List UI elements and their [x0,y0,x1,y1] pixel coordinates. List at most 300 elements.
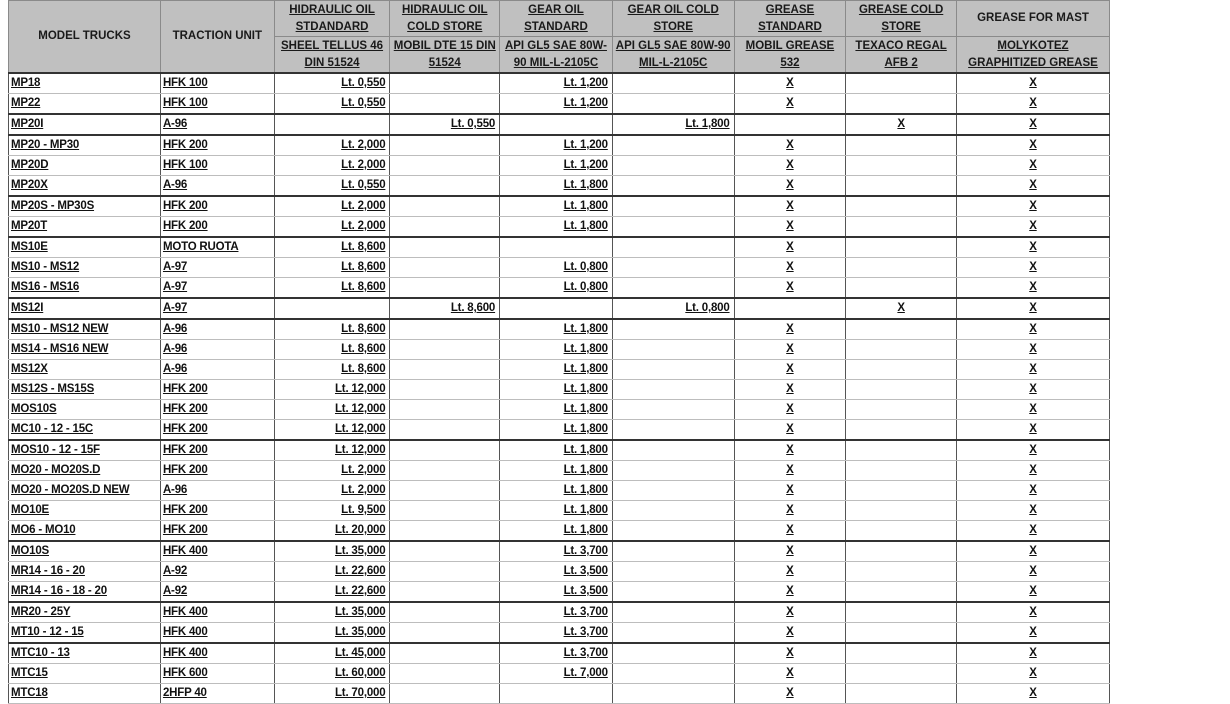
header-title: GEAR OIL STANDARD [524,3,588,33]
traction-unit-cell: A-92 [160,582,274,603]
header-title: GREASE STANDARD [758,3,822,33]
model-cell: MO10S [9,541,161,562]
traction-unit-cell: HFK 200 [160,217,274,238]
gear-oil-standard-cell: Lt. 1,800 [500,481,613,501]
gear-oil-standard-cell: Lt. 1,800 [500,196,613,217]
grease-for-mast-cell: X [956,623,1109,644]
hydraulic-oil-cold-store-cell [390,623,500,644]
table-row [9,114,1110,135]
table-row [9,481,1110,501]
table-row [9,664,1110,684]
hydraulic-oil-standard-cell: Lt. 2,000 [274,135,390,156]
gear-oil-standard-cell: Lt. 1,800 [500,501,613,521]
traction-unit-cell: A-97 [160,298,274,319]
hydraulic-oil-standard-cell: Lt. 2,000 [274,156,390,176]
grease-cold-store-cell [846,319,957,340]
grease-standard-cell: X [734,461,846,481]
model-cell: MR20 - 25Y [9,602,161,623]
header-hydraulic-oil-standard [274,1,390,37]
hydraulic-oil-standard-cell: Lt. 60,000 [274,664,390,684]
grease-cold-store-cell [846,258,957,278]
model-cell: MR14 - 16 - 20 [9,562,161,582]
header-gear-oil-standard [500,1,613,37]
header-traction-unit: TRACTION UNIT [160,1,274,74]
grease-standard-cell: X [734,278,846,299]
hydraulic-oil-standard-cell: Lt. 35,000 [274,602,390,623]
product-name: MOBIL GREASE 532 [745,39,835,69]
grease-for-mast-cell: X [956,440,1109,461]
grease-for-mast-cell: X [956,582,1109,603]
gear-oil-cold-store-cell [612,461,734,481]
hydraulic-oil-cold-store-cell [390,664,500,684]
gear-oil-standard-cell: Lt. 3,500 [500,562,613,582]
header-gear-oil-cold-store [612,1,734,37]
table-row [9,380,1110,400]
traction-unit-cell: HFK 200 [160,380,274,400]
gear-oil-cold-store-cell [612,278,734,299]
header-hydraulic-oil-cold-store [390,1,500,37]
hydraulic-oil-cold-store-cell [390,481,500,501]
table-row [9,237,1110,258]
grease-standard-cell: X [734,176,846,197]
traction-unit-cell: HFK 200 [160,196,274,217]
grease-standard-cell: X [734,664,846,684]
traction-unit-cell: HFK 400 [160,541,274,562]
grease-cold-store-cell [846,521,957,542]
gear-oil-standard-cell: Lt. 7,000 [500,664,613,684]
grease-standard-cell [734,298,846,319]
grease-cold-store-cell [846,360,957,380]
traction-unit-cell: MOTO RUOTA [160,237,274,258]
hydraulic-oil-standard-cell: Lt. 45,000 [274,643,390,664]
table-row [9,340,1110,360]
gear-oil-standard-cell: Lt. 1,200 [500,156,613,176]
hydraulic-oil-cold-store-cell [390,461,500,481]
hydraulic-oil-standard-cell: Lt. 12,000 [274,420,390,441]
header-grease-cold-store [846,1,957,37]
model-cell: MS12X [9,360,161,380]
hydraulic-oil-cold-store-cell [390,258,500,278]
gear-oil-standard-cell: Lt. 1,200 [500,94,613,115]
hydraulic-oil-cold-store-cell [390,176,500,197]
product-name: MOBIL DTE 15 DIN 51524 [393,39,496,69]
gear-oil-cold-store-cell [612,481,734,501]
gear-oil-standard-cell: Lt. 1,800 [500,521,613,542]
table-row [9,582,1110,603]
gear-oil-cold-store-cell [612,258,734,278]
grease-standard-cell: X [734,582,846,603]
grease-cold-store-cell [846,684,957,704]
gear-oil-standard-cell: Lt. 1,200 [500,73,613,94]
product-gear-oil-standard [500,37,613,74]
gear-oil-cold-store-cell: Lt. 1,800 [612,114,734,135]
table-row [9,440,1110,461]
grease-standard-cell: X [734,481,846,501]
model-cell: MO6 - MO10 [9,521,161,542]
gear-oil-cold-store-cell [612,94,734,115]
grease-for-mast-cell: X [956,360,1109,380]
header-title: GREASE COLD STORE [858,3,944,33]
gear-oil-cold-store-cell [612,340,734,360]
grease-for-mast-cell: X [956,156,1109,176]
table-row [9,360,1110,380]
hydraulic-oil-standard-cell [274,114,390,135]
table-row [9,643,1110,664]
table-row [9,298,1110,319]
grease-standard-cell: X [734,135,846,156]
grease-cold-store-cell [846,643,957,664]
hydraulic-oil-cold-store-cell [390,582,500,603]
gear-oil-cold-store-cell [612,176,734,197]
table-row [9,258,1110,278]
grease-standard-cell: X [734,602,846,623]
grease-cold-store-cell [846,237,957,258]
product-grease-standard [734,37,846,74]
grease-cold-store-cell [846,196,957,217]
grease-for-mast-cell: X [956,135,1109,156]
hydraulic-oil-standard-cell: Lt. 8,600 [274,340,390,360]
grease-for-mast-cell: X [956,541,1109,562]
grease-standard-cell: X [734,501,846,521]
grease-for-mast-cell: X [956,643,1109,664]
grease-for-mast-cell: X [956,461,1109,481]
header-title: HIDRAULIC OIL COLD STORE [401,3,488,33]
traction-unit-cell: HFK 200 [160,440,274,461]
traction-unit-cell: A-96 [160,176,274,197]
gear-oil-cold-store-cell [612,602,734,623]
table-row [9,196,1110,217]
gear-oil-standard-cell: Lt. 1,800 [500,217,613,238]
hydraulic-oil-cold-store-cell [390,94,500,115]
traction-unit-cell: HFK 200 [160,135,274,156]
hydraulic-oil-cold-store-cell [390,237,500,258]
grease-cold-store-cell [846,135,957,156]
product-hydraulic-oil-cold-store [390,37,500,74]
traction-unit-cell: HFK 200 [160,461,274,481]
grease-for-mast-cell: X [956,73,1109,94]
grease-standard-cell: X [734,541,846,562]
hydraulic-oil-cold-store-cell [390,643,500,664]
hydraulic-oil-standard-cell: Lt. 0,550 [274,176,390,197]
grease-cold-store-cell [846,461,957,481]
grease-for-mast-cell: X [956,501,1109,521]
grease-for-mast-cell: X [956,94,1109,115]
table-row [9,541,1110,562]
hydraulic-oil-standard-cell: Lt. 8,600 [274,360,390,380]
hydraulic-oil-standard-cell: Lt. 12,000 [274,380,390,400]
table-row [9,400,1110,420]
grease-cold-store-cell [846,380,957,400]
table-row [9,176,1110,197]
gear-oil-cold-store-cell [612,582,734,603]
grease-cold-store-cell [846,664,957,684]
grease-for-mast-cell: X [956,319,1109,340]
grease-for-mast-cell: X [956,114,1109,135]
grease-standard-cell [734,114,846,135]
grease-cold-store-cell [846,541,957,562]
grease-cold-store-cell [846,562,957,582]
grease-for-mast-cell: X [956,278,1109,299]
grease-cold-store-cell: X [846,298,957,319]
traction-unit-cell: HFK 200 [160,521,274,542]
gear-oil-cold-store-cell [612,541,734,562]
gear-oil-cold-store-cell [612,400,734,420]
traction-unit-cell: A-97 [160,278,274,299]
gear-oil-standard-cell: Lt. 1,800 [500,380,613,400]
hydraulic-oil-standard-cell: Lt. 22,600 [274,562,390,582]
table-row [9,217,1110,238]
grease-standard-cell: X [734,360,846,380]
model-cell: MS10 - MS12 NEW [9,319,161,340]
gear-oil-cold-store-cell [612,501,734,521]
hydraulic-oil-standard-cell: Lt. 2,000 [274,217,390,238]
gear-oil-cold-store-cell [612,217,734,238]
table-row [9,278,1110,299]
grease-cold-store-cell [846,94,957,115]
gear-oil-cold-store-cell [612,319,734,340]
product-grease-cold-store [846,37,957,74]
model-cell: MTC15 [9,664,161,684]
traction-unit-cell: HFK 600 [160,664,274,684]
table-row [9,73,1110,94]
model-cell: MS10 - MS12 [9,258,161,278]
gear-oil-standard-cell: Lt. 3,700 [500,643,613,664]
hydraulic-oil-standard-cell: Lt. 35,000 [274,541,390,562]
model-cell: MO20 - MO20S.D NEW [9,481,161,501]
grease-standard-cell: X [734,258,846,278]
grease-for-mast-cell: X [956,400,1109,420]
grease-for-mast-cell: X [956,380,1109,400]
grease-cold-store-cell [846,278,957,299]
model-cell: MO20 - MO20S.D [9,461,161,481]
hydraulic-oil-standard-cell: Lt. 2,000 [274,461,390,481]
traction-unit-cell: HFK 100 [160,73,274,94]
grease-standard-cell: X [734,420,846,441]
hydraulic-oil-cold-store-cell [390,684,500,704]
traction-unit-cell: HFK 200 [160,420,274,441]
table-row [9,94,1110,115]
traction-unit-cell: A-96 [160,481,274,501]
gear-oil-standard-cell: Lt. 3,500 [500,582,613,603]
gear-oil-standard-cell: Lt. 0,800 [500,278,613,299]
hydraulic-oil-standard-cell: Lt. 8,600 [274,237,390,258]
grease-cold-store-cell [846,176,957,197]
product-name: API GL5 SAE 80W-90 MIL-L-2105C [504,39,607,69]
hydraulic-oil-cold-store-cell [390,501,500,521]
product-name: API GL5 SAE 80W-90 MIL-L-2105C [615,39,731,69]
hydraulic-oil-standard-cell: Lt. 20,000 [274,521,390,542]
table-row [9,461,1110,481]
grease-standard-cell: X [734,380,846,400]
gear-oil-cold-store-cell [612,562,734,582]
table-row [9,319,1110,340]
grease-standard-cell: X [734,521,846,542]
gear-oil-cold-store-cell [612,135,734,156]
hydraulic-oil-standard-cell: Lt. 8,600 [274,258,390,278]
hydraulic-oil-cold-store-cell [390,73,500,94]
model-cell: MS16 - MS16 [9,278,161,299]
grease-cold-store-cell [846,582,957,603]
gear-oil-cold-store-cell [612,73,734,94]
grease-cold-store-cell [846,501,957,521]
grease-cold-store-cell [846,440,957,461]
model-cell: MR14 - 16 - 18 - 20 [9,582,161,603]
header-title: HIDRAULIC OIL STDANDARD [289,3,375,33]
hydraulic-oil-cold-store-cell [390,420,500,441]
product-hydraulic-oil-standard [274,37,390,74]
grease-standard-cell: X [734,237,846,258]
gear-oil-cold-store-cell [612,623,734,644]
traction-unit-cell: A-96 [160,319,274,340]
hydraulic-oil-standard-cell: Lt. 35,000 [274,623,390,644]
model-cell: MT10 - 12 - 15 [9,623,161,644]
grease-standard-cell: X [734,623,846,644]
hydraulic-oil-cold-store-cell: Lt. 0,550 [390,114,500,135]
model-cell: MP20I [9,114,161,135]
model-cell: MS10E [9,237,161,258]
gear-oil-standard-cell: Lt. 3,700 [500,541,613,562]
hydraulic-oil-cold-store-cell [390,196,500,217]
hydraulic-oil-cold-store-cell [390,156,500,176]
hydraulic-oil-standard-cell: Lt. 2,000 [274,196,390,217]
hydraulic-oil-standard-cell: Lt. 12,000 [274,440,390,461]
table-body [9,73,1110,704]
grease-for-mast-cell: X [956,684,1109,704]
table-row [9,521,1110,542]
grease-cold-store-cell [846,156,957,176]
grease-for-mast-cell: X [956,176,1109,197]
traction-unit-cell: HFK 400 [160,643,274,664]
gear-oil-cold-store-cell: Lt. 0,800 [612,298,734,319]
hydraulic-oil-standard-cell: Lt. 12,000 [274,400,390,420]
model-cell: MP20S - MP30S [9,196,161,217]
hydraulic-oil-cold-store-cell [390,340,500,360]
grease-cold-store-cell [846,481,957,501]
grease-for-mast-cell: X [956,258,1109,278]
gear-oil-cold-store-cell [612,684,734,704]
model-cell: MS12I [9,298,161,319]
model-cell: MP20 - MP30 [9,135,161,156]
hydraulic-oil-cold-store-cell [390,521,500,542]
lubricant-table-sheet [8,0,1110,699]
traction-unit-cell: 2HFP 40 [160,684,274,704]
gear-oil-standard-cell: Lt. 1,800 [500,461,613,481]
gear-oil-standard-cell: Lt. 3,700 [500,602,613,623]
grease-cold-store-cell [846,420,957,441]
grease-for-mast-cell: X [956,340,1109,360]
hydraulic-oil-standard-cell: Lt. 8,600 [274,319,390,340]
grease-for-mast-cell: X [956,562,1109,582]
grease-for-mast-cell: X [956,481,1109,501]
gear-oil-standard-cell [500,298,613,319]
grease-standard-cell: X [734,643,846,664]
gear-oil-cold-store-cell [612,420,734,441]
table-row [9,562,1110,582]
lubricant-table [8,0,1110,704]
grease-standard-cell: X [734,562,846,582]
hydraulic-oil-cold-store-cell [390,380,500,400]
traction-unit-cell: HFK 200 [160,400,274,420]
hydraulic-oil-cold-store-cell [390,400,500,420]
traction-unit-cell: HFK 400 [160,623,274,644]
hydraulic-oil-standard-cell: Lt. 0,550 [274,94,390,115]
hydraulic-oil-cold-store-cell: Lt. 8,600 [390,298,500,319]
gear-oil-cold-store-cell [612,380,734,400]
grease-standard-cell: X [734,684,846,704]
product-name: TEXACO REGAL AFB 2 [855,39,947,69]
gear-oil-standard-cell: Lt. 0,800 [500,258,613,278]
traction-unit-cell: HFK 100 [160,94,274,115]
traction-unit-cell: A-96 [160,360,274,380]
header-grease-for-mast: GREASE FOR MAST [956,1,1109,37]
grease-cold-store-cell [846,340,957,360]
product-name: MOLYKOTEZ GRAPHITIZED GREASE [968,39,1098,69]
grease-for-mast-cell: X [956,420,1109,441]
table-row [9,501,1110,521]
gear-oil-standard-cell: Lt. 1,800 [500,400,613,420]
header-model-trucks: MODEL TRUCKS [9,1,161,74]
model-cell: MS14 - MS16 NEW [9,340,161,360]
traction-unit-cell: A-96 [160,340,274,360]
grease-for-mast-cell: X [956,196,1109,217]
hydraulic-oil-cold-store-cell [390,602,500,623]
grease-for-mast-cell: X [956,521,1109,542]
gear-oil-standard-cell [500,684,613,704]
hydraulic-oil-cold-store-cell [390,440,500,461]
table-row [9,623,1110,644]
grease-standard-cell: X [734,196,846,217]
grease-standard-cell: X [734,440,846,461]
model-cell: MOS10S [9,400,161,420]
model-cell: MP20D [9,156,161,176]
table-row [9,684,1110,704]
table-row [9,135,1110,156]
hydraulic-oil-standard-cell: Lt. 8,600 [274,278,390,299]
hydraulic-oil-cold-store-cell [390,278,500,299]
table-row [9,602,1110,623]
hydraulic-oil-cold-store-cell [390,360,500,380]
grease-for-mast-cell: X [956,298,1109,319]
grease-for-mast-cell: X [956,602,1109,623]
hydraulic-oil-cold-store-cell [390,135,500,156]
grease-standard-cell: X [734,156,846,176]
grease-cold-store-cell: X [846,114,957,135]
hydraulic-oil-cold-store-cell [390,319,500,340]
gear-oil-standard-cell: Lt. 1,800 [500,176,613,197]
gear-oil-standard-cell: Lt. 1,800 [500,319,613,340]
model-cell: MS12S - MS15S [9,380,161,400]
grease-cold-store-cell [846,73,957,94]
gear-oil-standard-cell [500,237,613,258]
model-cell: MO10E [9,501,161,521]
gear-oil-cold-store-cell [612,440,734,461]
model-cell: MP20T [9,217,161,238]
grease-standard-cell: X [734,340,846,360]
grease-standard-cell: X [734,73,846,94]
model-cell: MC10 - 12 - 15C [9,420,161,441]
gear-oil-standard-cell: Lt. 1,800 [500,440,613,461]
gear-oil-cold-store-cell [612,237,734,258]
hydraulic-oil-standard-cell: Lt. 0,550 [274,73,390,94]
model-cell: MTC18 [9,684,161,704]
model-cell: MTC10 - 13 [9,643,161,664]
grease-cold-store-cell [846,602,957,623]
traction-unit-cell: HFK 200 [160,501,274,521]
model-cell: MP22 [9,94,161,115]
gear-oil-standard-cell: Lt. 1,800 [500,340,613,360]
model-cell: MP18 [9,73,161,94]
gear-oil-standard-cell: Lt. 1,800 [500,420,613,441]
